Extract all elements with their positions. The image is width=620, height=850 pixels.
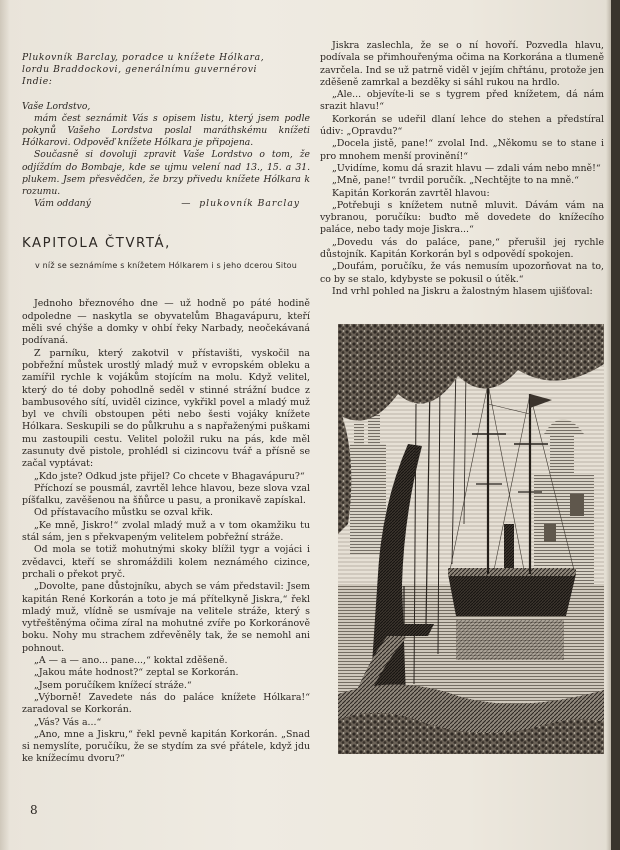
body-paragraph: „Ano, mne a Jiskru,“ řekl pevně kapitán Korkorán. „Snad si nemyslíte, poručíku, že se stydím za své přátele, když jdu ke knížecímu dvoru?“ — [22, 728, 310, 765]
chapter-title: KAPITOLA ČTVRTÁ, — [22, 236, 171, 252]
left-column — [22, 52, 310, 766]
body-paragraph: „Potřebuji s knížetem nutně mluvit. Dávám vám na vybranou, poručíku: buďto mě dovedete do knížecího paláce, nebo tady moje Jiskra...“ — [320, 199, 604, 236]
body-paragraph: Jednoho březnového dne — už hodně po páté hodině odpoledne — naskytla se obyvatelům Bhagavápuru, kteří měli své chýše a domky v ohbí řeky Narbady, neočekávaná podívaná. — [22, 298, 310, 347]
body-paragraph: „Jsem poručíkem knížecí stráže.“ — [34, 679, 192, 691]
letter-signature: — plukovník Barclay — [181, 198, 300, 210]
body-paragraph: „Docela jistě, pane!“ zvolal Ind. „Někomu se to stane i pro mnohem menší provinění!“ — [320, 138, 604, 162]
body-paragraph: Korkorán se udeřil dlaní lehce do stehen a předstíral údiv: „Opravdu?“ — [320, 113, 604, 138]
letter-closing: Vám oddaný — [34, 198, 91, 210]
body-paragraph: „Mně, pane!“ tvrdil poručík. „Nechtějte to na mně.“ — [332, 175, 579, 187]
body-paragraph: „Ke mně, Jiskro!“ zvolal mladý muž a v tom okamžiku tu stál sám, jen s překvapeným velitelem pobřežní stráže. — [22, 519, 310, 544]
chapter-subtitle: v níž se seznámíme s knížetem Hólkarem i s jeho dcerou Sitou — [34, 261, 298, 271]
body-paragraph: Jiskra zaslechla, že se o ní hovoří. Pozvedla hlavu, podívala se přimhouřenýma očima na Korkorána a tlumeně zavrčela. Ind se už patrně viděl v jejím chřtánu, protože jen zděšeně zamrkal a bezděky si sáhl rukou na hrdlo. — [320, 40, 604, 88]
letter-block — [22, 52, 310, 210]
body-paragraph: Z parníku, který zakotvil v přístavišti, vyskočil na pobřežní můstek urostlý mladý muž v evropském obleku a zamířil rychle k vojákům stojícím na molu. Když velitel, který do té doby pohodlně seděl v stinné strážní budce z bambusového sítí, uviděl cizince, vykřikl povel a mladý muž byl ve chvíli obstoupen pěti nebo šesti vojáky knížete Hólkara. Seskupili se do půlkruhu a s napřaženými puškami mu zastoupili cestu. Velitel položil ruku na pás, kde měl zasunuty dvě pistole, prohlédl si cizincovu tvář a přísně se začal vyptávat: — [22, 347, 310, 470]
letter-salutation: Vaše Lordstvo, — [22, 100, 91, 112]
body-paragraph: „Dovedu vás do paláce, pane,“ přerušil jej rychle důstojník. Kapitán Korkorán byl s odpovědí spokojen. — [320, 236, 604, 261]
body-paragraph: „Uvidíme, komu dá srazit hlavu — zdali vám nebo mně!“ — [332, 162, 601, 174]
letter-signature-row — [22, 198, 310, 210]
letter-paragraph: Současně si dovoluji zpravit Vaše Lordstvo o tom, že odjíždím do Bombaje, kde se ujmu velení nad 13., 15. a 31. plukem. Jsem přesvědčen, že brzy přivedu knížete Hólkara k rozumu. — [22, 149, 310, 198]
left-body-text — [22, 298, 310, 765]
body-paragraph: „Vás? Vás a...“ — [34, 716, 102, 728]
body-paragraph: Ind vrhl pohled na Jiskru a žalostným hlasem ujišťoval: — [332, 285, 593, 297]
body-paragraph: „Výborně! Zavedete nás do paláce knížete Hólkara!“ zaradoval se Korkorán. — [22, 691, 310, 716]
page-gutter-shadow — [0, 0, 10, 850]
letter-heading-line: Plukovník Barclay, poradce u knížete Hólkara, — [22, 52, 265, 63]
body-paragraph: „Ale... objevíte-li se s tygrem před knížetem, dá nám srazit hlavu!“ — [320, 89, 604, 113]
letter-heading-line: Indie: — [22, 76, 53, 88]
page-number: 8 — [30, 803, 38, 817]
letter-paragraph: mám čest seznámit Vás s opisem listu, který jsem podle pokynů Vašeho Lordstva poslal maráthskému knížeti Hólkarovi. Odpověď knížete Hólkara je připojena. — [22, 112, 310, 149]
body-paragraph: „A — a — ano... pane...,“ koktal zděšeně. — [34, 655, 228, 667]
body-paragraph: „Dovolte, pane důstojníku, abych se vám představil: Jsem kapitán René Korkorán a toto je má přítelkyně Jiskra,“ řekl mladý muž, vlídně se usmívaje na velitele stráže, který s vytřeštěnýma očima zíral na mohutné zvíře po Korkoránově boku. Nohy mu strachem zdřevěněly tak, že se nemohl ani pohnout. — [22, 581, 310, 654]
body-paragraph: Příchozí se pousmál, zavrtěl lehce hlavou, beze slova vzal píšťalku, zavěšenou na šňůrce u pasu, a pronikavě zapískal. — [22, 482, 310, 507]
body-paragraph: Od mola se totiž mohutnými skoky blížil tygr a vojáci i zvědavci, kteří se shromáždili kolem neznámého cizince, prchali o překot pryč. — [22, 544, 310, 580]
body-paragraph: Od přístavacího můstku se ozval křik. — [34, 507, 213, 519]
body-paragraph: „Jakou máte hodnost?“ zeptal se Korkorán. — [34, 667, 239, 679]
signature-name: plukovník Barclay — [199, 198, 300, 210]
body-paragraph: „Doufám, poručíku, že vás nemusím upozorňovat na to, co by se stalo, kdybyste se pokusil o útěk.“ — [320, 261, 604, 285]
harbour-engraving-illustration — [338, 324, 604, 754]
page-dark-edge — [611, 0, 620, 850]
body-paragraph: „Kdo jste? Odkud jste přijel? Co chcete v Bhagavápuru?“ — [34, 470, 305, 482]
body-paragraph: Kapitán Korkorán zavrtěl hlavou: — [332, 187, 490, 199]
right-column — [320, 40, 604, 298]
page-edge-shading — [606, 0, 611, 850]
letter-heading-line: lordu Braddockovi, generálnímu guvernérovi — [22, 64, 258, 76]
